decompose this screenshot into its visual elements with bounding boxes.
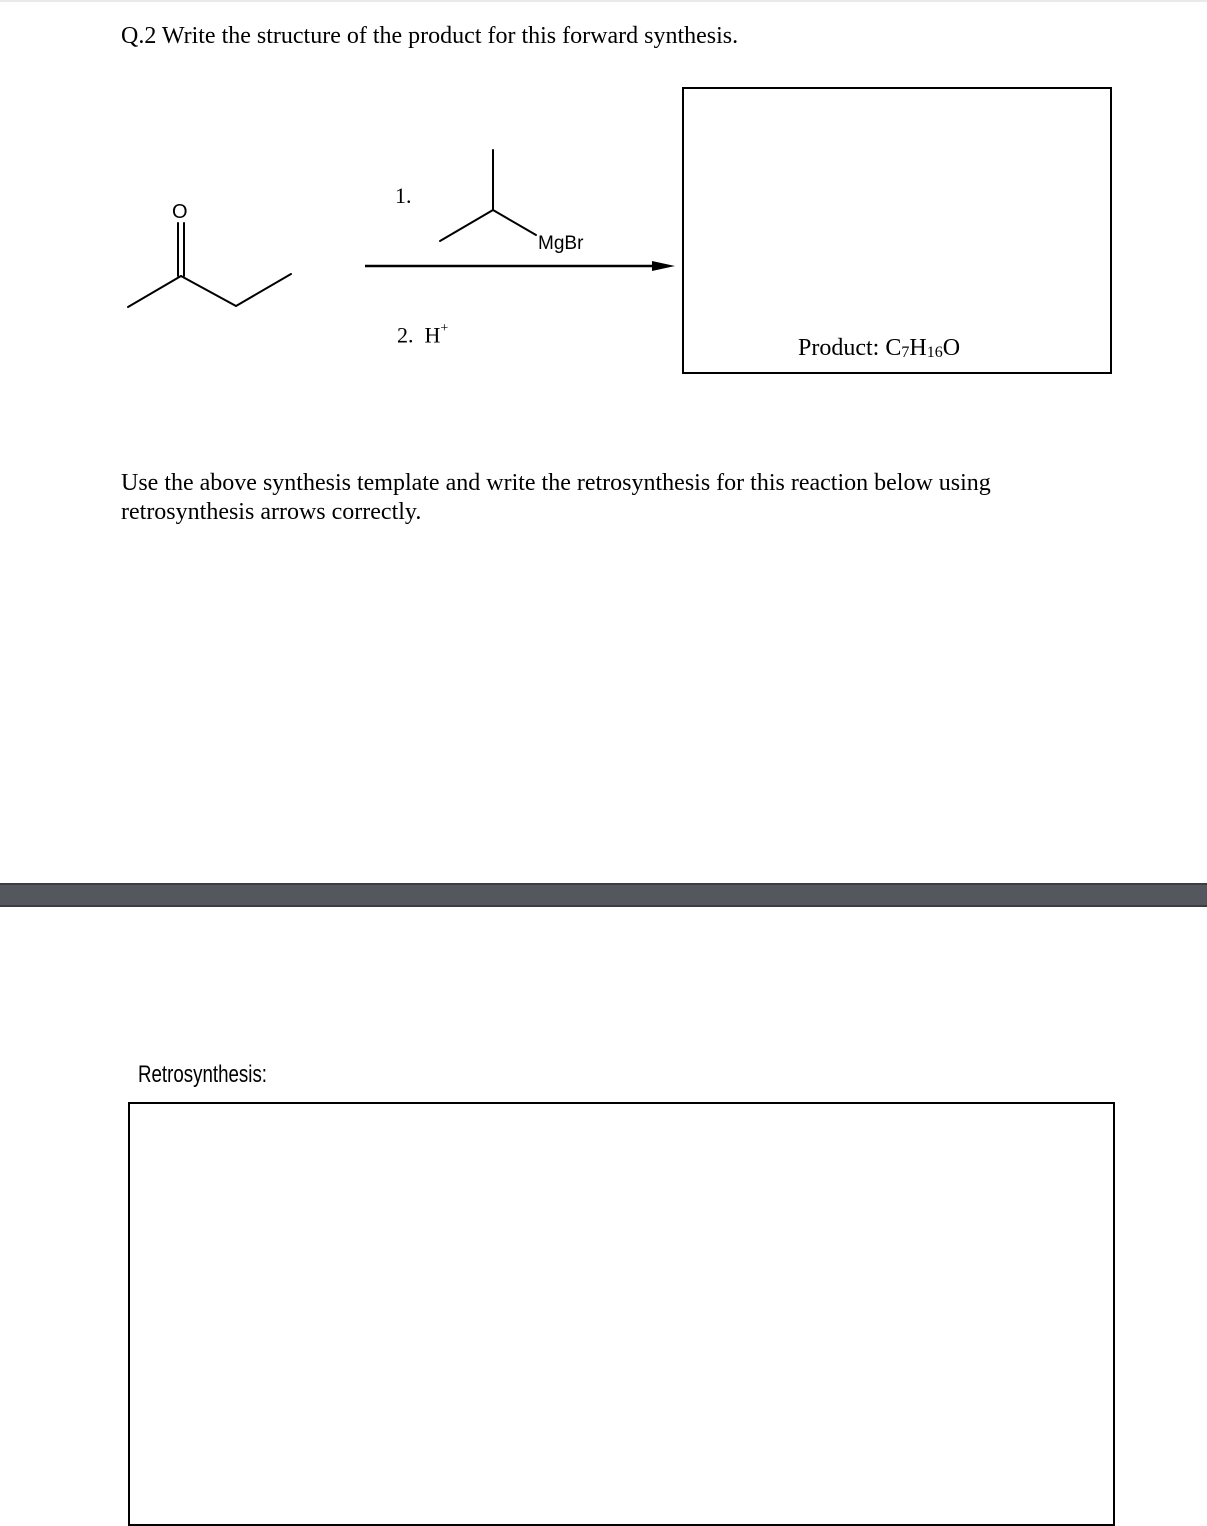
ketone-bond-2 [181, 276, 236, 306]
question-title: Q.2 Write the structure of the product for this forward synthesis. [121, 23, 739, 49]
mgbr-label: MgBr [538, 233, 584, 254]
starting-ketone-structure [128, 223, 291, 307]
product-h-count: 16 [926, 344, 943, 361]
product-answer-box[interactable] [682, 87, 1112, 374]
product-o: O [942, 335, 961, 361]
step-2-text: 2. H [397, 322, 441, 348]
product-h: H [909, 335, 927, 361]
retrosynthesis-instruction: Use the above synthesis template and write the retrosynthesis for this reaction below using retrosynthesis arrows correctly. [121, 470, 991, 525]
reaction-arrow [365, 261, 675, 271]
step-2-label [397, 318, 448, 348]
step-2-charge: + [440, 321, 449, 336]
step-1-label: 1. [395, 183, 412, 208]
retrosynthesis-label: Retrosynthesis: [138, 1061, 268, 1088]
grignard-structure [440, 150, 536, 241]
retrosynthesis-answer-box[interactable] [128, 1102, 1115, 1526]
grignard-bond-1 [440, 210, 493, 241]
grignard-bond-3 [493, 210, 536, 235]
product-prefix: Product: C [798, 335, 902, 361]
ketone-bond-1 [128, 276, 181, 307]
page-separator [0, 883, 1207, 907]
ketone-bond-3 [236, 274, 291, 306]
product-c-count: 7 [901, 344, 910, 361]
product-formula-label [798, 333, 960, 366]
carbonyl-oxygen-label: O [172, 201, 188, 223]
reaction-arrow-head [652, 261, 675, 271]
